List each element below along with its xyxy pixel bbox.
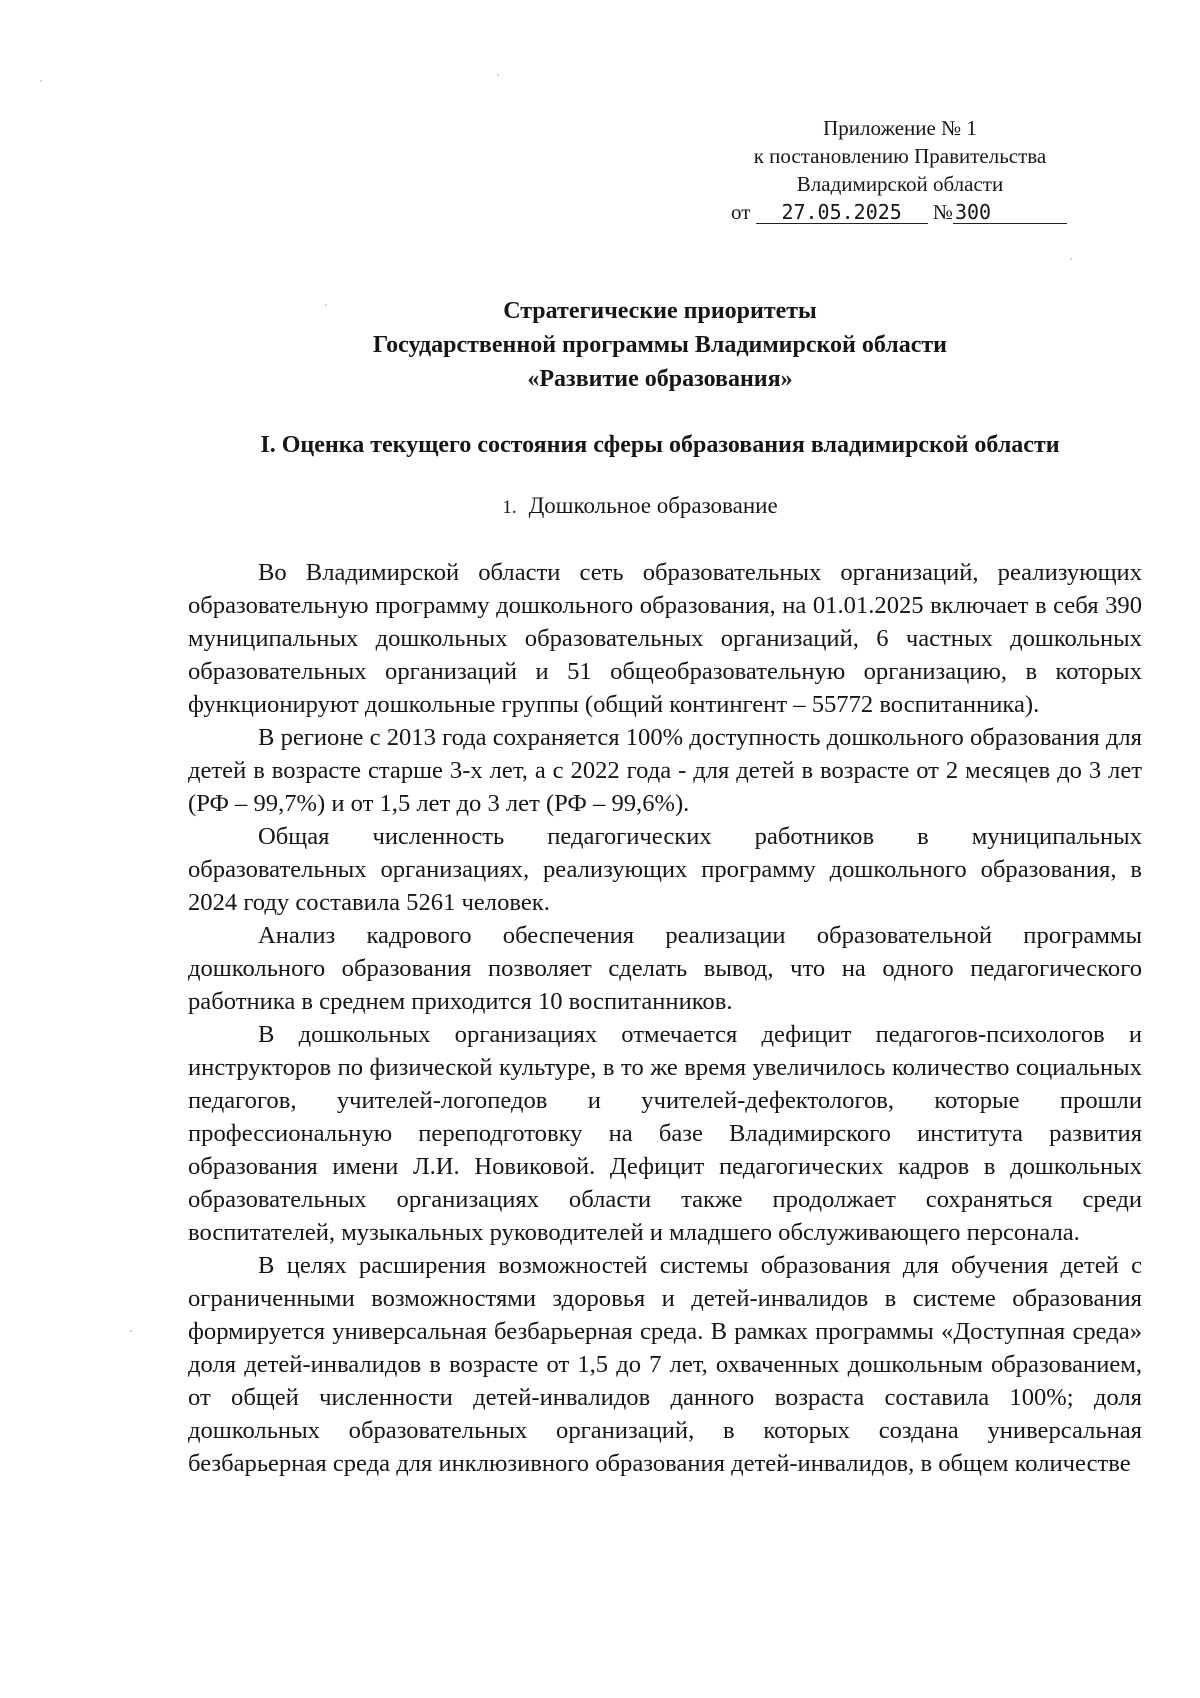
resolution-date: 27.05.2025 [756, 201, 928, 224]
body-text [188, 556, 1142, 1480]
date-prefix: от [731, 200, 751, 224]
section-heading: I. Оценка текущего состояния сферы образования владимирской области [260, 432, 1060, 458]
title-line: Государственной программы Владимирской области [373, 332, 947, 358]
resolution-date-line [731, 198, 1067, 226]
attachment-line: к постановлению Правительства [753, 144, 1047, 168]
scan-speck [497, 74, 499, 76]
paragraph: В целях расширения возможностей системы образования для обучения детей с ограниченными возможностями здоровья и детей-инвалидов в системе образования формируется универсальная безбарьерная среда. В рамках программы «Доступная среда» доля детей-инвалидов в возрасте от 1,5 до 7 лет, охваченных дошкольным образованием, от общей численности детей-инвалидов данного возраста составила 100%; доля дошкольных образовательных организаций, в которых создана универсальная безбарьерная среда для инклюзивного образования детей-инвалидов, в общем количестве [188, 1252, 1142, 1477]
subsection-title: Дошкольное образование [528, 493, 778, 518]
paragraph: В дошкольных организациях отмечается дефицит педагогов-психологов и инструкторов по физической культуре, в то же время увеличилось количество социальных педагогов, учителей-логопедов и учителей-дефектологов, которые прошли профессиональную переподготовку на базе Владимирского института развития образования имени Л.И. Новиковой. Дефицит педагогических кадров в дошкольных образовательных организациях области также продолжает сохраняться среди воспитателей, музыкальных руководителей и младшего обслуживающего персонала. [188, 1021, 1142, 1246]
number-prefix: № [932, 200, 953, 224]
title-line: «Развитие образования» [527, 366, 793, 392]
attachment-header [720, 114, 1080, 198]
scan-speck [1070, 258, 1072, 260]
paragraph: Во Владимирской области сеть образовательных организаций, реализующих образовательную программу дошкольного образования, на 01.01.2025 включает в себя 390 муниципальных дошкольных образовательных организаций, 6 частных дошкольных образовательных организаций и 51 общеобразовательную организацию, в которых функционируют дошкольные группы (общий контингент – 55772 воспитанника). [188, 559, 1142, 718]
document-title [180, 294, 1140, 396]
scan-speck [325, 304, 327, 306]
paragraph: В регионе с 2013 года сохраняется 100% доступность дошкольного образования для детей в возрасте старше 3-х лет, а с 2022 года - для детей в возрасте от 2 месяцев до 3 лет (РФ – 99,7%) и от 1,5 лет до 3 лет (РФ – 99,6%). [188, 724, 1142, 817]
paragraph: Анализ кадрового обеспечения реализации образовательной программы дошкольного образования позволяет сделать вывод, что на одного педагогического работника в среднем приходится 10 воспитанников. [188, 922, 1142, 1015]
scan-speck [40, 80, 42, 82]
subsection-number: 1. [502, 497, 517, 518]
paragraph: Общая численность педагогических работников в муниципальных образовательных организациях, реализующих программу дошкольного образования, в 2024 году составила 5261 человек. [188, 823, 1142, 916]
resolution-number: 300 [953, 201, 1067, 224]
title-line: Стратегические приоритеты [503, 298, 817, 324]
subsection-heading [380, 490, 900, 524]
attachment-line: Приложение № 1 [823, 116, 977, 140]
attachment-line: Владимирской области [796, 172, 1004, 196]
scan-speck [130, 1330, 132, 1332]
